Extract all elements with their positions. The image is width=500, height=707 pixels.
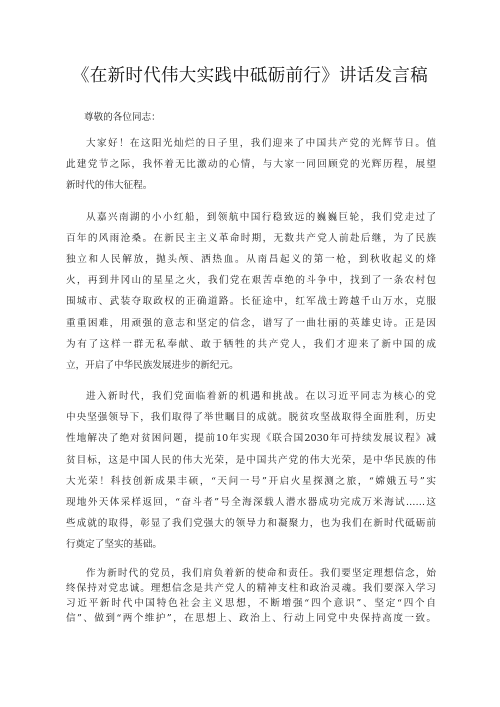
paragraph-line: 作为新时代的党员，我们肩负着新的使命和责任。我们要坚定理想信念，始	[86, 567, 436, 579]
paragraph-line: 立，开启了中华民族发展进步的新纪元。	[66, 359, 239, 371]
paragraph-line: 此建党节之际，我怀着无比激动的心情，与大家一同回顾党的光辉历程，展望	[66, 159, 436, 171]
paragraph-line: 贫目标，这是中国人民的伟大光荣，是中国共产党的伟大光荣，是中华民族的伟	[66, 454, 436, 466]
paragraph-line: 新时代的伟大征程。	[66, 180, 153, 192]
paragraph-line: 百年的风雨沧桑。在新民主主义革命时期，无数共产党人前赴后继，为了民族	[66, 232, 436, 244]
paragraph-line: 火，再到井冈山的星星之火，我们党在艰苦卓绝的斗争中，找到了一条农村包	[66, 275, 436, 287]
paragraph-4	[66, 566, 436, 627]
paragraph-line: 重重困难，用顽强的意志和坚定的信念，谱写了一曲壮丽的英雄史诗。正是因	[66, 317, 436, 329]
paragraph-1	[66, 133, 436, 197]
document-body	[66, 111, 436, 636]
paragraph-line: 独立和人民解放，抛头颅、洒热血。从南昌起义的第一枪，到秋收起义的烽	[66, 253, 436, 265]
paragraph-line: 终保持对党忠诚。理想信念是共产党人的精神支柱和政治灵魂。我们要深入学习	[66, 582, 436, 594]
paragraph-line: 性地解决了绝对贫困问题，提前10年实现《联合国2030年可持续发展议程》减	[66, 433, 436, 445]
paragraph-line: 中央坚强领导下，我们取得了举世瞩目的成就。脱贫攻坚战取得全面胜利，历史	[66, 412, 436, 424]
paragraph-2	[66, 207, 436, 377]
paragraph-3	[66, 386, 436, 556]
paragraph-line: 大家好！在这阳光灿烂的日子里，我们迎来了中国共产党的光辉节日。值	[86, 138, 436, 149]
paragraph-line: 围城市、武装夺取政权的正确道路。长征途中，红军战士跨越千山万水，克服	[66, 296, 436, 308]
paragraph-line: 信”、做到“两个维护”，在思想上、政治上、行动上同党中央保持高度一致。	[66, 613, 436, 625]
paragraph-line: 为有了这样一群无私奉献、敢于牺牲的共产党人，我们才迎来了新中国的成	[66, 338, 436, 350]
paragraph-line: 些成就的取得，彰显了我们党强大的领导力和凝聚力，也为我们在新时代砥砺前	[66, 518, 436, 530]
paragraph-line: 从嘉兴南湖的小小红船，到领航中国行稳致远的巍巍巨轮，我们党走过了	[86, 211, 436, 223]
paragraph-line: 大光荣！科技创新成果丰硕，“天问一号”开启火星探测之旅，“嫦娥五号”实	[66, 475, 436, 487]
paragraph-line: 行奠定了坚实的基础。	[66, 539, 162, 551]
paragraph-line: 习近平新时代中国特色社会主义思想，不断增强“四个意识”、坚定“四个自	[66, 597, 436, 609]
paragraph-line: 进入新时代，我们党面临着新的机遇和挑战。在以习近平同志为核心的党	[86, 391, 436, 403]
greeting: 尊敬的各位同志：	[84, 112, 161, 123]
paragraph-line: 现地外天体采样返回，“奋斗者”号全海深载人潜水器成功完成万米海试……这	[66, 497, 436, 508]
document-title: 《在新时代伟大实践中砥砺前行》讲话发言稿	[72, 66, 428, 86]
